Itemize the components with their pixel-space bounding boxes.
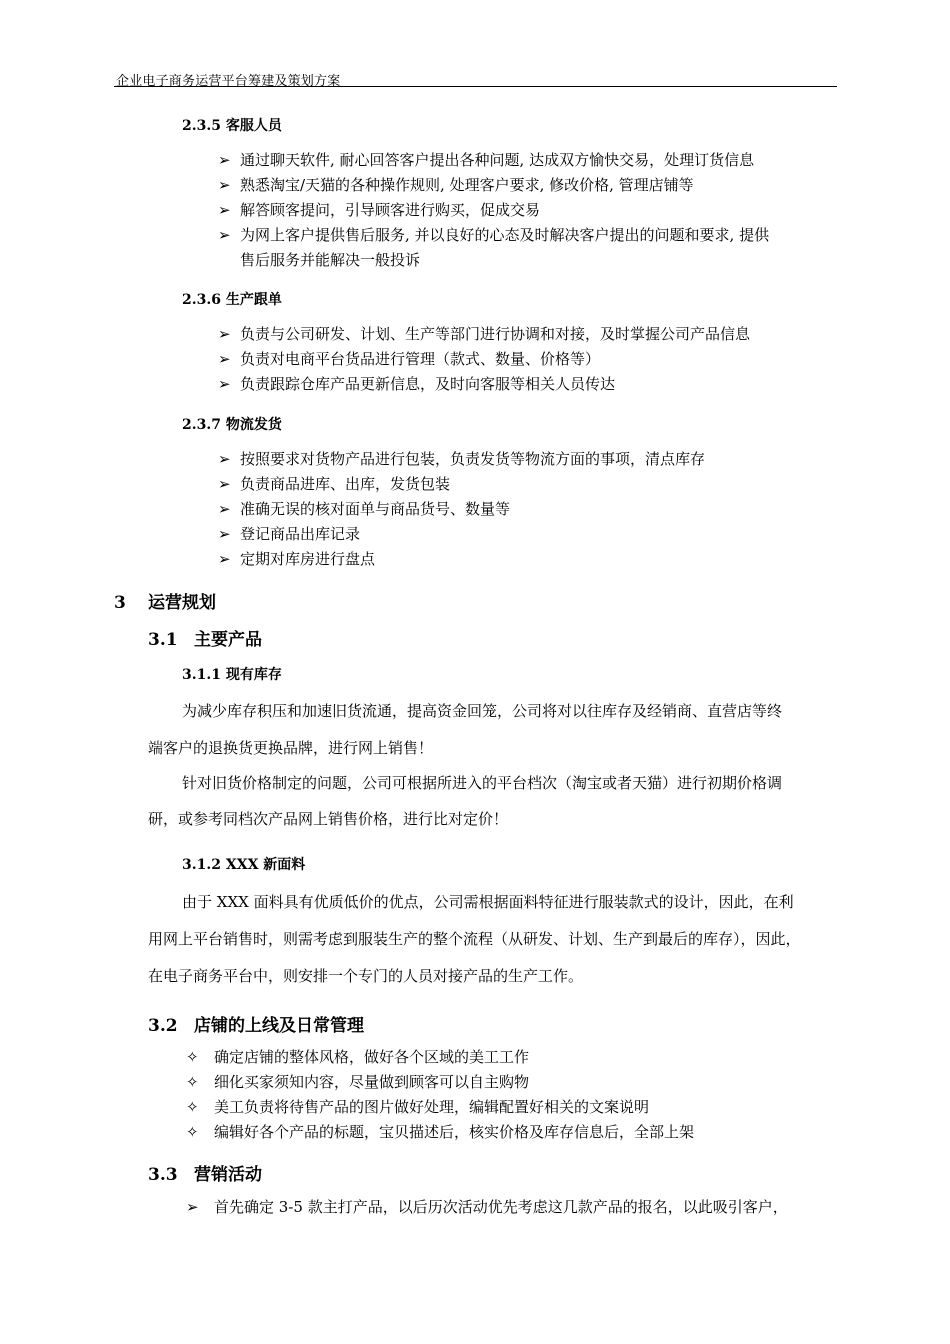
heading-number: 3 bbox=[114, 593, 126, 613]
list-item-text: 为网上客户提供售后服务, 并以良好的心态及时解决客户提出的问题和要求, 提供 bbox=[240, 226, 770, 244]
arrow-bullet-icon: ➢ bbox=[218, 325, 231, 343]
arrow-bullet-icon: ➢ bbox=[218, 550, 231, 568]
heading-number: 3.2 bbox=[148, 1016, 178, 1036]
heading-2-3-7: 2.3.7 物流发货 bbox=[182, 417, 282, 433]
list-item-text: 美工负责将待售产品的图片做好处理，编辑配置好相关的文案说明 bbox=[214, 1098, 650, 1116]
paragraph-line: 针对旧货价格制定的问题，公司可根据所进入的平台档次（淘宝或者天猫）进行初期价格调 bbox=[182, 774, 783, 792]
arrow-bullet-icon: ➢ bbox=[218, 450, 231, 468]
heading-title: 运营规划 bbox=[148, 593, 216, 613]
list-item-text: 细化买家须知内容，尽量做到顾客可以自主购物 bbox=[214, 1073, 530, 1091]
arrow-bullet-icon: ➢ bbox=[218, 176, 231, 194]
list-item-text: 负责对电商平台货品进行管理（款式、数量、价格等） bbox=[240, 350, 601, 368]
list-item-text: 按照要求对货物产品进行包装，负责发货等物流方面的事项，清点库存 bbox=[240, 450, 706, 468]
arrow-bullet-icon: ➢ bbox=[218, 375, 231, 393]
heading-2-3-5: 2.3.5 客服人员 bbox=[182, 118, 282, 134]
list-item-text: 准确无误的核对面单与商品货号、数量等 bbox=[240, 500, 511, 518]
list-item-text: 确定店铺的整体风格，做好各个区域的美工工作 bbox=[214, 1048, 530, 1066]
heading-title: 店铺的上线及日常管理 bbox=[194, 1016, 364, 1036]
list-item-text: 负责与公司研发、计划、生产等部门进行协调和对接，及时掌握公司产品信息 bbox=[240, 325, 751, 343]
list-item-text: 解答顾客提问，引导顾客进行购买，促成交易 bbox=[240, 201, 541, 219]
heading-title: 主要产品 bbox=[194, 630, 262, 650]
header-divider bbox=[114, 86, 837, 87]
heading-3-3 bbox=[148, 1160, 262, 1185]
list-item-text: 首先确定 3-5 款主打产品，以后历次活动优先考虑这几款产品的报名，以此吸引客户， bbox=[214, 1198, 788, 1216]
diamond-bullet-icon: ✧ bbox=[186, 1098, 199, 1116]
arrow-bullet-icon: ➢ bbox=[218, 201, 231, 219]
heading-3-1-2: 3.1.2 XXX 新面料 bbox=[182, 857, 306, 873]
diamond-bullet-icon: ✧ bbox=[186, 1073, 199, 1091]
paragraph-line: 由于 XXX 面料具有优质低价的优点，公司需根据面料特征进行服装款式的设计，因此，在利 bbox=[182, 893, 794, 911]
list-item-text: 通过聊天软件, 耐心回答客户提出各种问题, 达成双方愉快交易，处理订货信息 bbox=[240, 151, 755, 169]
heading-title: 营销活动 bbox=[194, 1165, 262, 1185]
diamond-bullet-icon: ✧ bbox=[186, 1048, 199, 1066]
arrow-bullet-icon: ➢ bbox=[218, 350, 231, 368]
list-item-text: 定期对库房进行盘点 bbox=[240, 550, 376, 568]
list-item-text: 负责商品进库、出库，发货包装 bbox=[240, 475, 451, 493]
paragraph-line: 用网上平台销售时，则需考虑到服装生产的整个流程（从研发、计划、生产到最后的库存），因此， bbox=[148, 930, 801, 948]
arrow-bullet-icon: ➢ bbox=[218, 151, 231, 169]
list-item-text: 熟悉淘宝/天猫的各种操作规则, 处理客户要求, 修改价格, 管理店铺等 bbox=[240, 176, 694, 194]
heading-number: 3.1 bbox=[148, 630, 178, 650]
arrow-bullet-icon: ➢ bbox=[186, 1198, 199, 1216]
arrow-bullet-icon: ➢ bbox=[218, 500, 231, 518]
paragraph-line: 端客户的退换货更换品牌，进行网上销售！ bbox=[148, 739, 434, 757]
arrow-bullet-icon: ➢ bbox=[218, 475, 231, 493]
heading-3-1 bbox=[148, 625, 262, 650]
arrow-bullet-icon: ➢ bbox=[218, 525, 231, 543]
paragraph-line: 为减少库存积压和加速旧货流通，提高资金回笼，公司将对以往库存及经销商、直营店等终 bbox=[182, 702, 783, 720]
heading-2-3-6: 2.3.6 生产跟单 bbox=[182, 292, 282, 308]
heading-number: 3.3 bbox=[148, 1165, 178, 1185]
paragraph-line: 在电子商务平台中，则安排一个专门的人员对接产品的生产工作。 bbox=[148, 967, 584, 985]
heading-3-1-1: 3.1.1 现有库存 bbox=[182, 667, 282, 683]
heading-3-2 bbox=[148, 1011, 364, 1036]
diamond-bullet-icon: ✧ bbox=[186, 1123, 199, 1141]
paragraph-line: 研，或参考同档次产品网上销售价格，进行比对定价！ bbox=[148, 810, 509, 828]
list-item-text: 编辑好各个产品的标题，宝贝描述后，核实价格及库存信息后，全部上架 bbox=[214, 1123, 695, 1141]
arrow-bullet-icon: ➢ bbox=[218, 226, 231, 244]
list-item-text: 负责跟踪仓库产品更新信息，及时向客服等相关人员传达 bbox=[240, 375, 616, 393]
running-header: 企业电子商务运营平台筹建及策划方案 bbox=[116, 74, 341, 89]
list-item-continuation: 售后服务并能解决一般投诉 bbox=[240, 251, 421, 269]
list-item-text: 登记商品出库记录 bbox=[240, 525, 361, 543]
heading-3 bbox=[114, 588, 216, 613]
